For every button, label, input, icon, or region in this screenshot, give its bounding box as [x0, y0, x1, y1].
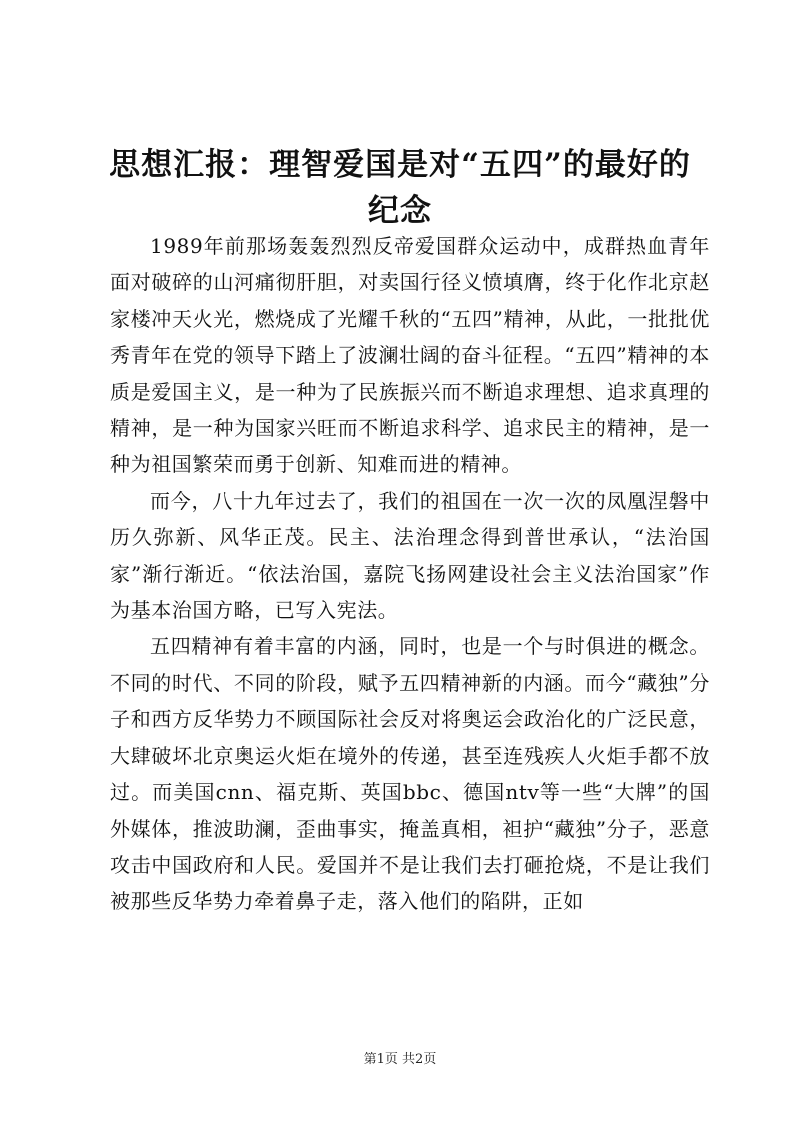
- document-title: 思想汇报：理智爱国是对“五四”的最好的纪念: [109, 147, 691, 229]
- paragraph-1: 1989年前那场轰轰烈烈反帝爱国群众运动中，成群热血青年面对破碎的山河痛彻肝胆，对卖国行径义愤填膺，终于化作北京赵家楼冲天火光，燃烧成了光耀千秋的“五四”精神，从此，一批批优秀青年在党的领导下踏上了波澜壮阔的奋斗征程。“五四”精神的本质是爱国主义，是一种为了民族振兴而不断追求理想、追求真理的精神，是一种为国家兴旺而不断追求科学、追求民主的精神，是一种为祖国繁荣而勇于创新、知难而进的精神。: [110, 234, 710, 477]
- paragraph-3: 五四精神有着丰富的内涵，同时，也是一个与时俱进的概念。不同的时代、不同的阶段，赋予五四精神新的内涵。而今“藏独”分子和西方反华势力不顾国际社会反对将奥运会政治化的广泛民意，大肆破坏北京奥运火炬在境外的传递，甚至连残疾人火炬手都不放过。而美国cnn、福克斯、英国bbc、德国ntv等一些“大牌”的国外媒体，推波助澜，歪曲事实，掩盖真相，袒护“藏独”分子，恶意攻击中国政府和人民。爱国并不是让我们去打砸抢烧，不是让我们被那些反华势力牵着鼻子走，落入他们的陷阱，正如: [110, 634, 710, 914]
- paragraph-2: 而今，八十九年过去了，我们的祖国在一次一次的凤凰涅磐中历久弥新、风华正茂。民主、法治理念得到普世承认，“法治国家”渐行渐近。“依法治国，嘉院飞扬网建设社会主义法治国家”作为基本治国方略，已写入宪法。: [110, 488, 710, 623]
- page-footer: 第1页 共2页: [363, 1052, 437, 1067]
- document-body: [110, 228, 710, 920]
